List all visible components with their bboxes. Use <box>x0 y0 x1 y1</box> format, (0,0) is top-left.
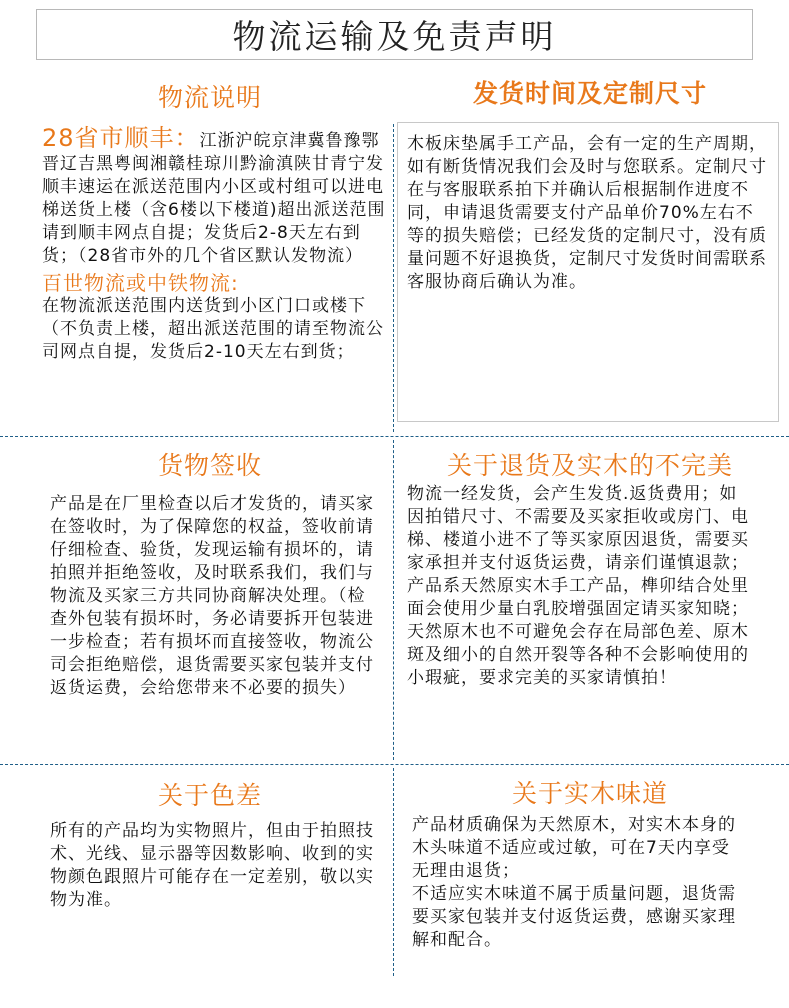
logistics-section <box>42 124 390 364</box>
column-divider <box>393 768 394 976</box>
column-divider <box>393 440 394 760</box>
sf-express-label: 28省市顺丰： <box>42 124 200 152</box>
smell-text <box>412 814 747 952</box>
smell-line: 产品材质确保为天然原木，对实木本身的木头味道不适应或过敏，可在7天内享受无理由退货； <box>412 815 736 881</box>
smell-heading: 关于实木味道 <box>511 779 668 808</box>
returns-text: 物流一经发货，会产生发货.返货费用；如因拍错尺寸、不需要及买家拒收或房门、电梯、楼道小进不了等买家原因退货，需要买家承担并支付返货运费，请亲们谨慎退款；产品系天然原实木手工产品，榫卯结合处里面会使用少量白乳胶增强固定请买家知晓；天然原木也不可避免会存在局部色差、原木斑及细小的自然开裂等各种不会影响使用的小瑕疵，要求完美的买家请慎拍！ <box>407 484 749 688</box>
color-heading: 关于色差 <box>157 781 262 810</box>
receipt-heading: 货物签收 <box>157 451 262 480</box>
row-divider <box>0 436 789 437</box>
sf-express-paragraph <box>42 124 390 268</box>
color-text: 所有的产品均为实物照片，但由于拍照技术、光线、显示器等因数影响、收到的实物颜色跟照片可能存在一定差别，敬以实物为准。 <box>50 821 374 910</box>
returns-heading: 关于退货及实木的不完美 <box>446 451 733 480</box>
shipping-heading: 发货时间及定制尺寸 <box>472 79 707 108</box>
receipt-text: 产品是在厂里检查以后才发货的，请买家在签收时，为了保障您的权益，签收前请仔细检查、验货，发现运输有损坏的，请拍照并拒绝签收，及时联系我们，我们与物流及买家三方共同协商解决处理。（检查外包装有损坏时，务必请要拆开包装进一步检查；若有损坏而直接签收，物流公司会拒绝赔偿，退货需要买家包装并支付返货运费，会给您带来不必要的损失） <box>50 494 374 698</box>
logistics-heading: 物流说明 <box>157 83 262 112</box>
other-logistics-text: 在物流派送范围内送货到小区门口或楼下（不负责上楼，超出派送范围的请至物流公司网点自提，发货后2-10天左右到货； <box>42 296 384 362</box>
column-divider <box>393 124 394 432</box>
sf-express-text: 江浙沪皖京津冀鲁豫鄂晋辽吉黑粤闽湘赣桂琼川黔渝滇陕甘青宁发顺丰速运在派送范围内小区或村组可以进电梯送货上楼（含6楼以下楼道)超出派送范围请到顺丰网点自提；发货后2-8天左右到货；（28省市外的几个省区默认发物流） <box>42 131 386 266</box>
shipping-text: 木板床垫属手工产品，会有一定的生产周期，如有断货情况我们会及时与您联系。定制尺寸在与客服联系拍下并确认后根据制作进度不同，申请退货需要支付产品单价70%左右不等的损失赔偿；已经发货的定制尺寸，没有质量问题不好退换货，定制尺寸发货时间需联系客服协商后确认为准。 <box>407 134 767 292</box>
other-logistics-label: 百世物流或中铁物流: <box>42 271 239 295</box>
smell-line: 不适应实木味道不属于质量问题，退货需要买家包装并支付返货运费，感谢买家理解和配合。 <box>412 884 736 950</box>
row-divider <box>0 764 789 765</box>
page-title: 物流运输及免责声明 <box>36 9 753 60</box>
